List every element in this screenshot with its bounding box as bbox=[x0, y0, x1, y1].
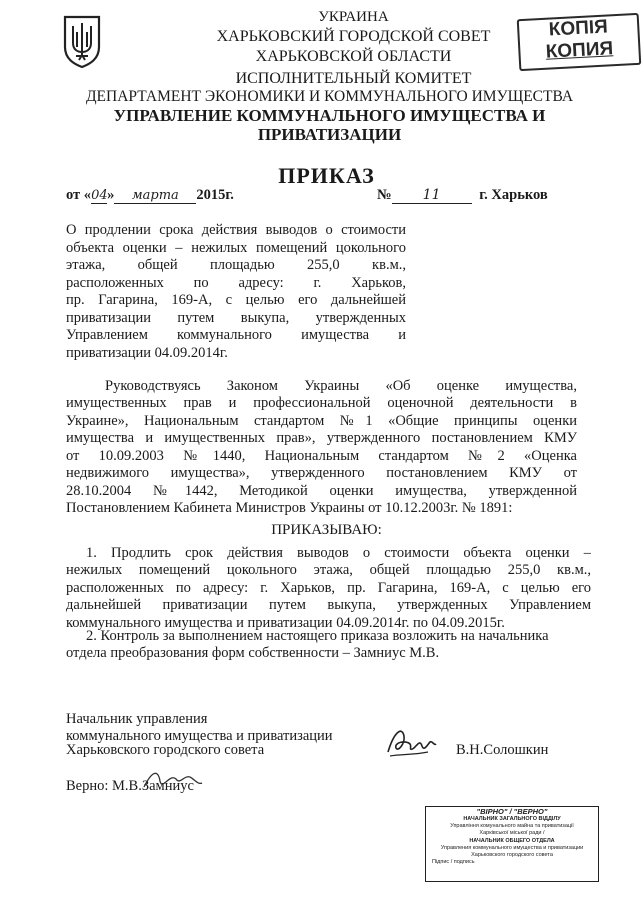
signer-position-line1: Начальник управления bbox=[66, 711, 208, 727]
date-year: 2015г. bbox=[196, 187, 234, 203]
item1-line: дальнейшей приватизации путем выкупа, утвержденных Управлением bbox=[66, 597, 591, 613]
stamp-line: Харьковского городского совета bbox=[471, 852, 553, 859]
subject-line: расположенных по адресу: г. Харьков, bbox=[66, 275, 406, 291]
item1-line: нежилых помещений цокольного этажа, общей площадью 255,0 кв.м., bbox=[66, 562, 591, 578]
subject-line: О продлении срока действия выводов о стоимости bbox=[66, 222, 406, 238]
copy-stamp-line1: КОПІЯ bbox=[548, 16, 609, 41]
header-council-line1: ХАРЬКОВСКИЙ ГОРОДСКОЙ СОВЕТ bbox=[216, 28, 491, 45]
stamp-line: НАЧАЛЬНИК ОБЩЕГО ОТДЕЛА bbox=[469, 837, 555, 844]
stamp-line: Управления коммунального имущества и приватизации bbox=[440, 844, 584, 851]
copy-stamp-line2: КОПИЯ bbox=[545, 38, 614, 63]
date-month: марта bbox=[114, 188, 196, 204]
item2-line: отдела преобразования форм собственности – Замниус М.В. bbox=[66, 645, 440, 661]
header-department: ДЕПАРТАМЕНТ ЭКОНОМИКИ И КОММУНАЛЬНОГО ИМУЩЕСТВА bbox=[85, 88, 574, 105]
order-title: ПРИКАЗ bbox=[278, 163, 375, 188]
verification-stamp bbox=[425, 806, 599, 882]
date-line bbox=[66, 187, 234, 204]
verifier-signature bbox=[140, 765, 206, 795]
subject-line: пр. Гагарина, 169-А, с целью его дальнейшей bbox=[66, 292, 406, 308]
order-number-sign: № bbox=[377, 187, 392, 203]
preamble-line: от 10.09.2003 №1440, Национальным стандартом №2 «Оценка bbox=[66, 448, 577, 464]
subject-line: приватизации 04.09.2014г. bbox=[66, 345, 228, 361]
stamp-line: Харківської міської ради / bbox=[479, 830, 545, 837]
header-directorate-line2: ПРИВАТИЗАЦИИ bbox=[257, 125, 402, 144]
header-council-line2: ХАРЬКОВСКОЙ ОБЛАСТИ bbox=[255, 48, 452, 65]
order-number: 11 bbox=[392, 187, 472, 204]
date-quote: » bbox=[107, 187, 115, 203]
item1-line: расположенных по адресу: г. Харьков, пр. Гагарина, 169-А, с целью его bbox=[66, 580, 591, 596]
date-from-label: от « bbox=[66, 187, 92, 203]
header-directorate-line1: УПРАВЛЕНИЕ КОММУНАЛЬНОГО ИМУЩЕСТВА И bbox=[113, 106, 546, 125]
item1-line: коммунального имущества и приватизации 04.09.2014г. по 04.09.2015г. bbox=[66, 615, 505, 631]
handwritten-signature bbox=[384, 722, 440, 762]
item2-line: 2. Контроль за выполнением настоящего приказа возложить на начальника bbox=[86, 628, 549, 644]
stamp-line: НАЧАЛЬНИК ЗАГАЛЬНОГО ВІДДІЛУ bbox=[463, 816, 561, 822]
order-city: г. Харьков bbox=[479, 187, 548, 203]
preamble-line: имущественных прав и профессиональной оценочной деятельности в bbox=[66, 395, 577, 411]
preamble-line: имущества и имущественных прав», утвержденного постановлением КМУ bbox=[66, 430, 577, 446]
preamble-line: недвижимого имущества», утвержденного постановлением КМУ от bbox=[66, 465, 577, 481]
signer-name: В.Н.Солошкин bbox=[456, 742, 549, 758]
order-word: ПРИКАЗЫВАЮ: bbox=[271, 522, 382, 538]
item1-line: 1. Продлить срок действия выводов о стоимости объекта оценки – bbox=[86, 545, 591, 561]
signer-position-line2: коммунального имущества и приватизации bbox=[66, 728, 333, 744]
number-line bbox=[377, 187, 548, 204]
verified-line: Верно: М.В.Замниус bbox=[66, 778, 194, 794]
subject-line: этажа, общей площадью 255,0 кв.м., bbox=[66, 257, 406, 273]
preamble-line: Постановлением Кабинета Министров Украины от 10.12.2003г. № 1891: bbox=[66, 500, 513, 516]
preamble-line: Украине», Национальным стандартом №1 «Общие принципы оценки bbox=[66, 413, 577, 429]
stamp-title: "ВІРНО" / "ВЕРНО" bbox=[476, 807, 548, 816]
subject-line: Управлением коммунального имущества и bbox=[66, 327, 406, 343]
header-committee: ИСПОЛНИТЕЛЬНЫЙ КОМИТЕТ bbox=[235, 70, 472, 87]
signer-position-line3: Харьковского городского совета bbox=[66, 742, 265, 758]
stamp-line: Управління комунального майна та приватизації bbox=[450, 823, 574, 830]
date-day: 04 bbox=[91, 188, 108, 203]
preamble-line: 28.10.2004 №1442, Методикой оценки имущества, утвержденной bbox=[66, 483, 577, 499]
subject-line: объекта оценки – нежилых помещений цокольного bbox=[66, 240, 406, 256]
header-country: УКРАИНА bbox=[318, 9, 389, 25]
subject-line: приватизации путем выкупа, утвержденных bbox=[66, 310, 406, 326]
stamp-line: Підпис / подпись bbox=[432, 859, 475, 866]
preamble-line: Руководствуясь Законом Украины «Об оценке имущества, bbox=[105, 378, 577, 394]
